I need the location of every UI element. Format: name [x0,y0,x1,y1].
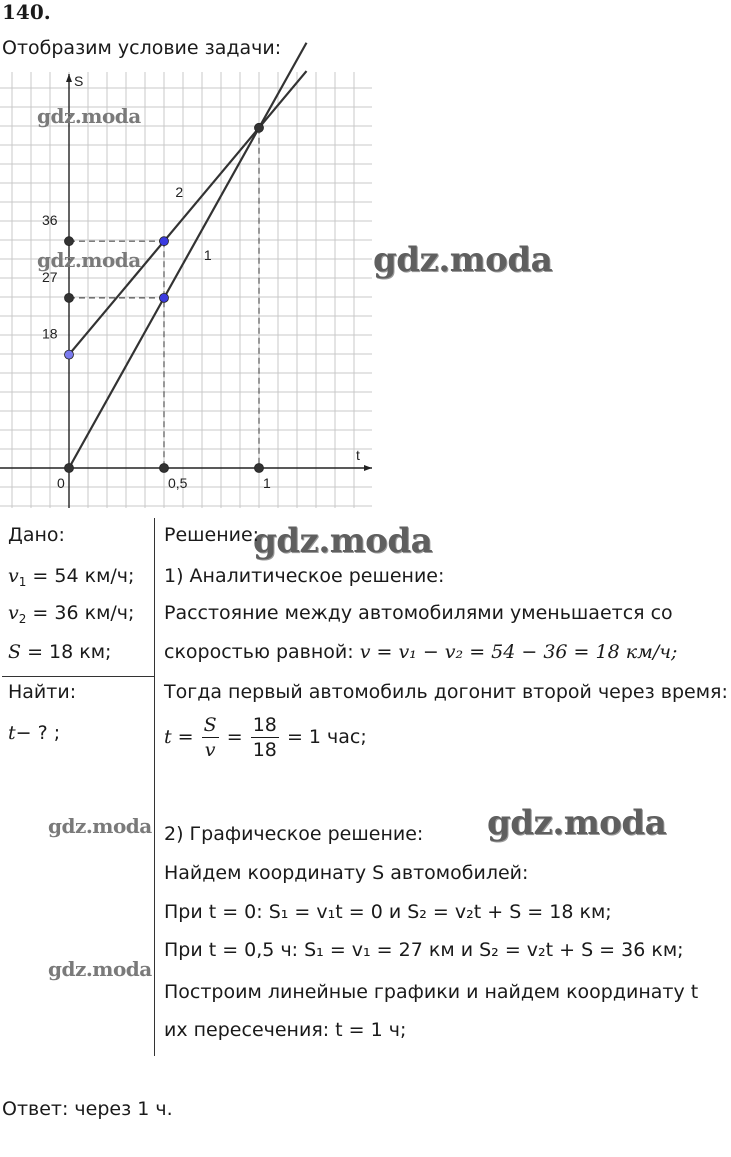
solution-line: скоростью равной: v = v₁ − v₂ = 54 − 36 = 18 км/ч; [164,641,678,663]
watermark: gdz.moda [253,521,433,561]
data-point [65,237,74,246]
time-formula: t = $\frac{S}{v}$ = $\frac{18}{18}$ = 1 час; [164,714,367,761]
fraction: $\frac{S}{v}$ [203,714,217,761]
watermark: gdz.moda [37,104,141,128]
solution-line: При t = 0: S₁ = v₁t = 0 и S₂ = v₂t + S = 18 км; [164,901,612,923]
series-label-1: 1 [203,247,212,264]
x-tick-label: 0,5 [168,475,188,491]
find-t: t− ? ; [8,722,61,744]
x-tick-label: 0 [57,475,65,491]
watermark: gdz.moda [487,803,667,843]
data-point [160,464,169,473]
analytic-title: 1) Аналитическое решение: [164,565,445,587]
solution-line: Найдем координату S автомобилей: [164,862,529,884]
answer: Ответ: через 1 ч. [2,1098,173,1120]
y-tick-label: 36 [42,212,58,229]
table-divider-vertical [154,518,155,1056]
fraction: $\frac{18}{18}$ [252,714,277,761]
solution-line: их пересечения: t = 1 ч; [164,1019,407,1041]
watermark: gdz.moda [37,248,141,272]
given-title: Дано: [8,524,65,546]
y-tick-label: 18 [42,325,58,342]
y-tick-label: 27 [42,268,58,285]
y-axis-label: S [74,73,84,89]
graphic-title: 2) Графическое решение: [164,823,424,845]
intro-text: Отобразим условие задачи: [2,37,282,59]
find-title: Найти: [8,681,77,703]
tick-labels [42,73,360,491]
x-tick-label: 1 [263,475,271,491]
problem-number: 140. [2,0,51,24]
series-label-2: 2 [175,184,184,201]
solution-line: Тогда первый автомобиль догонит второй через время: [164,681,728,703]
table-divider-horizontal [2,676,154,677]
solution-line: Расстояние между автомобилями уменьшается со [164,602,673,624]
solution-title: Решение: [164,524,260,546]
given-v1: $v_1 = 54$ км/ч; [8,565,135,589]
data-point [65,293,74,302]
x-axis-label: t [356,447,360,463]
solution-line: Построим линейные графики и найдем координату t [164,981,699,1003]
grid [0,72,372,508]
data-point [65,350,74,359]
solution-line: При t = 0,5 ч: S₁ = v₁ = 27 км и S₂ = v₂t + S = 36 км; [164,939,684,961]
y-axis-arrow [66,74,72,82]
given-s: S = 18 км; [8,641,112,663]
given-v2: $v_2 = 36$ км/ч; [8,602,135,626]
watermark: gdz.moda [373,240,553,280]
data-point [255,464,264,473]
data-point [160,293,169,302]
watermark: gdz.moda [48,957,152,981]
data-point [160,237,169,246]
x-axis-arrow [364,465,372,471]
watermark: gdz.moda [48,814,152,838]
data-point [65,464,74,473]
data-point [255,123,264,132]
